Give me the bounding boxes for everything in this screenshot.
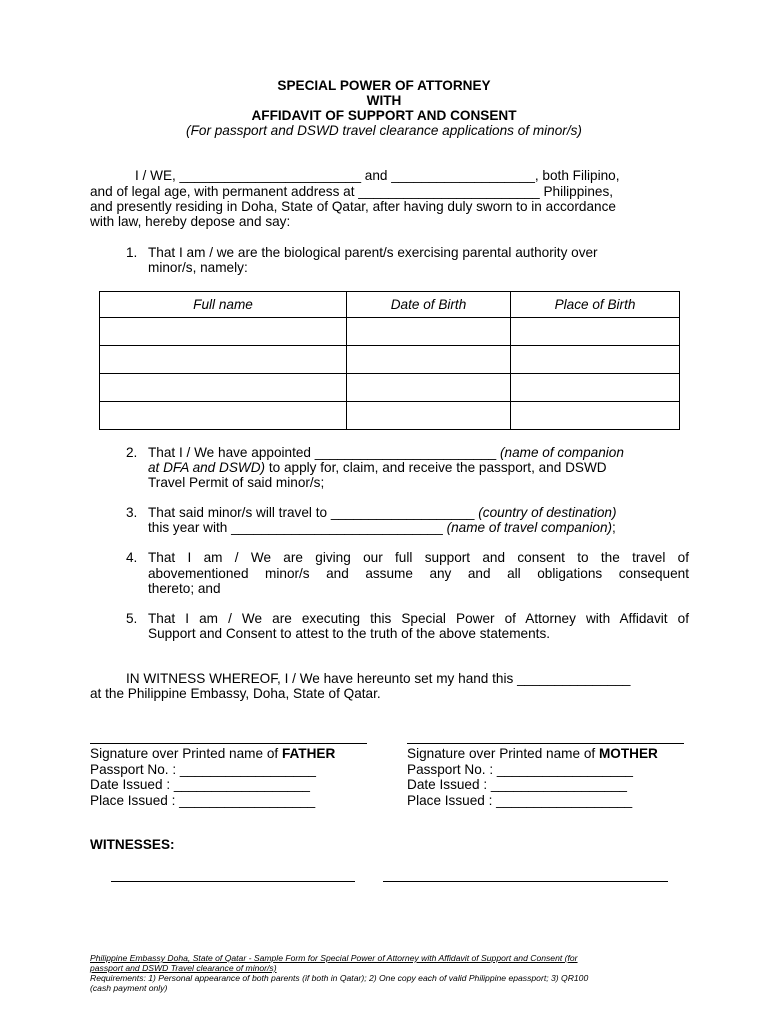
item-3-line-2 — [148, 520, 616, 536]
intro-line-2: and of legal age, with permanent address at ________________________ Philippines, — [90, 184, 614, 199]
item-3-line-1-text: That said minor/s will travel to ___________________ — [148, 505, 479, 520]
item-4-number: 4. — [126, 550, 138, 565]
witness-clause-line-2: at the Philippine Embassy, Doha, State of Qatar. — [90, 686, 381, 701]
item-3-line-2-text: this year with ____________________________ — [148, 520, 447, 535]
father-signature-label — [90, 746, 335, 762]
table-header-row — [100, 292, 680, 318]
item-5-line-1: That I am / We are executing this Special Power of Attorney with Affidavit of — [148, 611, 689, 626]
title-line-1: SPECIAL POWER OF ATTORNEY — [277, 78, 491, 93]
cell-date-of-birth[interactable] — [347, 346, 511, 374]
cell-date-of-birth[interactable] — [347, 318, 511, 346]
mother-signature-label — [407, 746, 658, 762]
witness-1-signature-line[interactable] — [111, 881, 355, 882]
father-place-issued-field[interactable]: Place Issued : __________________ — [90, 793, 316, 808]
item-5-number: 5. — [126, 611, 138, 626]
item-2-line-1-text: That I / We have appointed ________________________ — [148, 445, 500, 460]
mother-place-issued-field[interactable]: Place Issued : __________________ — [407, 793, 633, 808]
footer-line-4: (cash payment only) — [90, 983, 168, 993]
intro-line-3: and presently residing in Doha, State of Qatar, after having duly sworn to in accordance — [90, 199, 616, 214]
cell-place-of-birth[interactable] — [511, 346, 680, 374]
father-signature-line[interactable] — [90, 743, 367, 744]
mother-signature-line[interactable] — [407, 743, 684, 744]
cell-date-of-birth[interactable] — [347, 374, 511, 402]
footer-line-3: Requirements: 1) Personal appearance of both parents (if both in Qatar); 2) One copy each of valid Philippine epassport; 3) QR100 — [90, 973, 589, 983]
intro-line-4: with law, hereby depose and say: — [90, 214, 291, 229]
mother-signature-text: Signature over Printed name of — [407, 746, 599, 761]
cell-place-of-birth[interactable] — [511, 374, 680, 402]
father-label: FATHER — [281, 746, 336, 761]
column-header-place-of-birth: Place of Birth — [511, 292, 680, 318]
column-header-full-name: Full name — [100, 292, 347, 318]
cell-full-name[interactable] — [100, 318, 347, 346]
footer-line-2: passport and DSWD Travel clearance of minor/s) — [90, 963, 277, 973]
item-3-number: 3. — [126, 505, 138, 520]
witness-clause-line-1: IN WITNESS WHEREOF, I / We have hereunto set my hand this _______________ — [126, 671, 631, 686]
cell-full-name[interactable] — [100, 374, 347, 402]
item-1-number: 1. — [126, 245, 138, 260]
cell-date-of-birth[interactable] — [347, 402, 511, 430]
mother-passport-field[interactable]: Passport No. : __________________ — [407, 762, 633, 777]
item-1-line-2: minor/s, namely: — [148, 260, 248, 275]
item-2-line-2-text: to apply for, claim, and receive the passport, and DSWD — [265, 460, 607, 475]
minors-table — [99, 291, 680, 430]
item-2-line-1 — [148, 445, 624, 461]
item-2-line-1-italic: (name of companion — [499, 445, 624, 460]
item-2-line-2-italic: at DFA and DSWD) — [148, 460, 266, 475]
table-row — [100, 374, 680, 402]
item-3-line-2-end: ; — [612, 520, 616, 535]
cell-full-name[interactable] — [100, 402, 347, 430]
item-5-line-2: Support and Consent to attest to the truth of the above statements. — [148, 626, 551, 641]
cell-full-name[interactable] — [100, 346, 347, 374]
title-line-2: WITH — [366, 93, 402, 108]
mother-date-issued-field[interactable]: Date Issued : __________________ — [407, 777, 627, 792]
father-date-issued-field[interactable]: Date Issued : __________________ — [90, 777, 310, 792]
item-2-number: 2. — [126, 445, 138, 460]
item-3-line-1-italic: (country of destination) — [478, 505, 617, 520]
father-passport-field[interactable]: Passport No. : __________________ — [90, 762, 316, 777]
cell-place-of-birth[interactable] — [511, 402, 680, 430]
cell-place-of-birth[interactable] — [511, 318, 680, 346]
title-line-3: AFFIDAVIT OF SUPPORT AND CONSENT — [251, 108, 517, 123]
item-3-line-1 — [148, 505, 617, 521]
item-3-line-2-italic: (name of travel companion) — [446, 520, 613, 535]
intro-line-1: I / WE, ________________________ and ___________________, both Filipino, — [135, 168, 620, 183]
mother-label: MOTHER — [598, 746, 658, 761]
item-4-line-1: That I am / We are giving our full support and consent to the travel of — [148, 550, 689, 565]
item-2-line-3: Travel Permit of said minor/s; — [148, 475, 325, 490]
column-header-date-of-birth: Date of Birth — [347, 292, 511, 318]
table-row — [100, 346, 680, 374]
witnesses-heading: WITNESSES: — [90, 837, 175, 852]
subtitle: (For passport and DSWD travel clearance applications of minor/s) — [186, 123, 582, 138]
footer-line-1: Philippine Embassy Doha, State of Qatar - Sample Form for Special Power of Attorney with Affidavit of Support and Consent (for — [90, 953, 578, 963]
item-4-line-2: abovementioned minor/s and assume any and all obligations consequent — [148, 566, 689, 581]
item-1-line-1: That I am / we are the biological parent/s exercising parental authority over — [148, 245, 598, 260]
witness-2-signature-line[interactable] — [383, 881, 668, 882]
table-row — [100, 318, 680, 346]
item-2-line-2 — [148, 460, 607, 476]
table-row — [100, 402, 680, 430]
item-4-line-3: thereto; and — [148, 581, 221, 596]
father-signature-text: Signature over Printed name of — [90, 746, 282, 761]
